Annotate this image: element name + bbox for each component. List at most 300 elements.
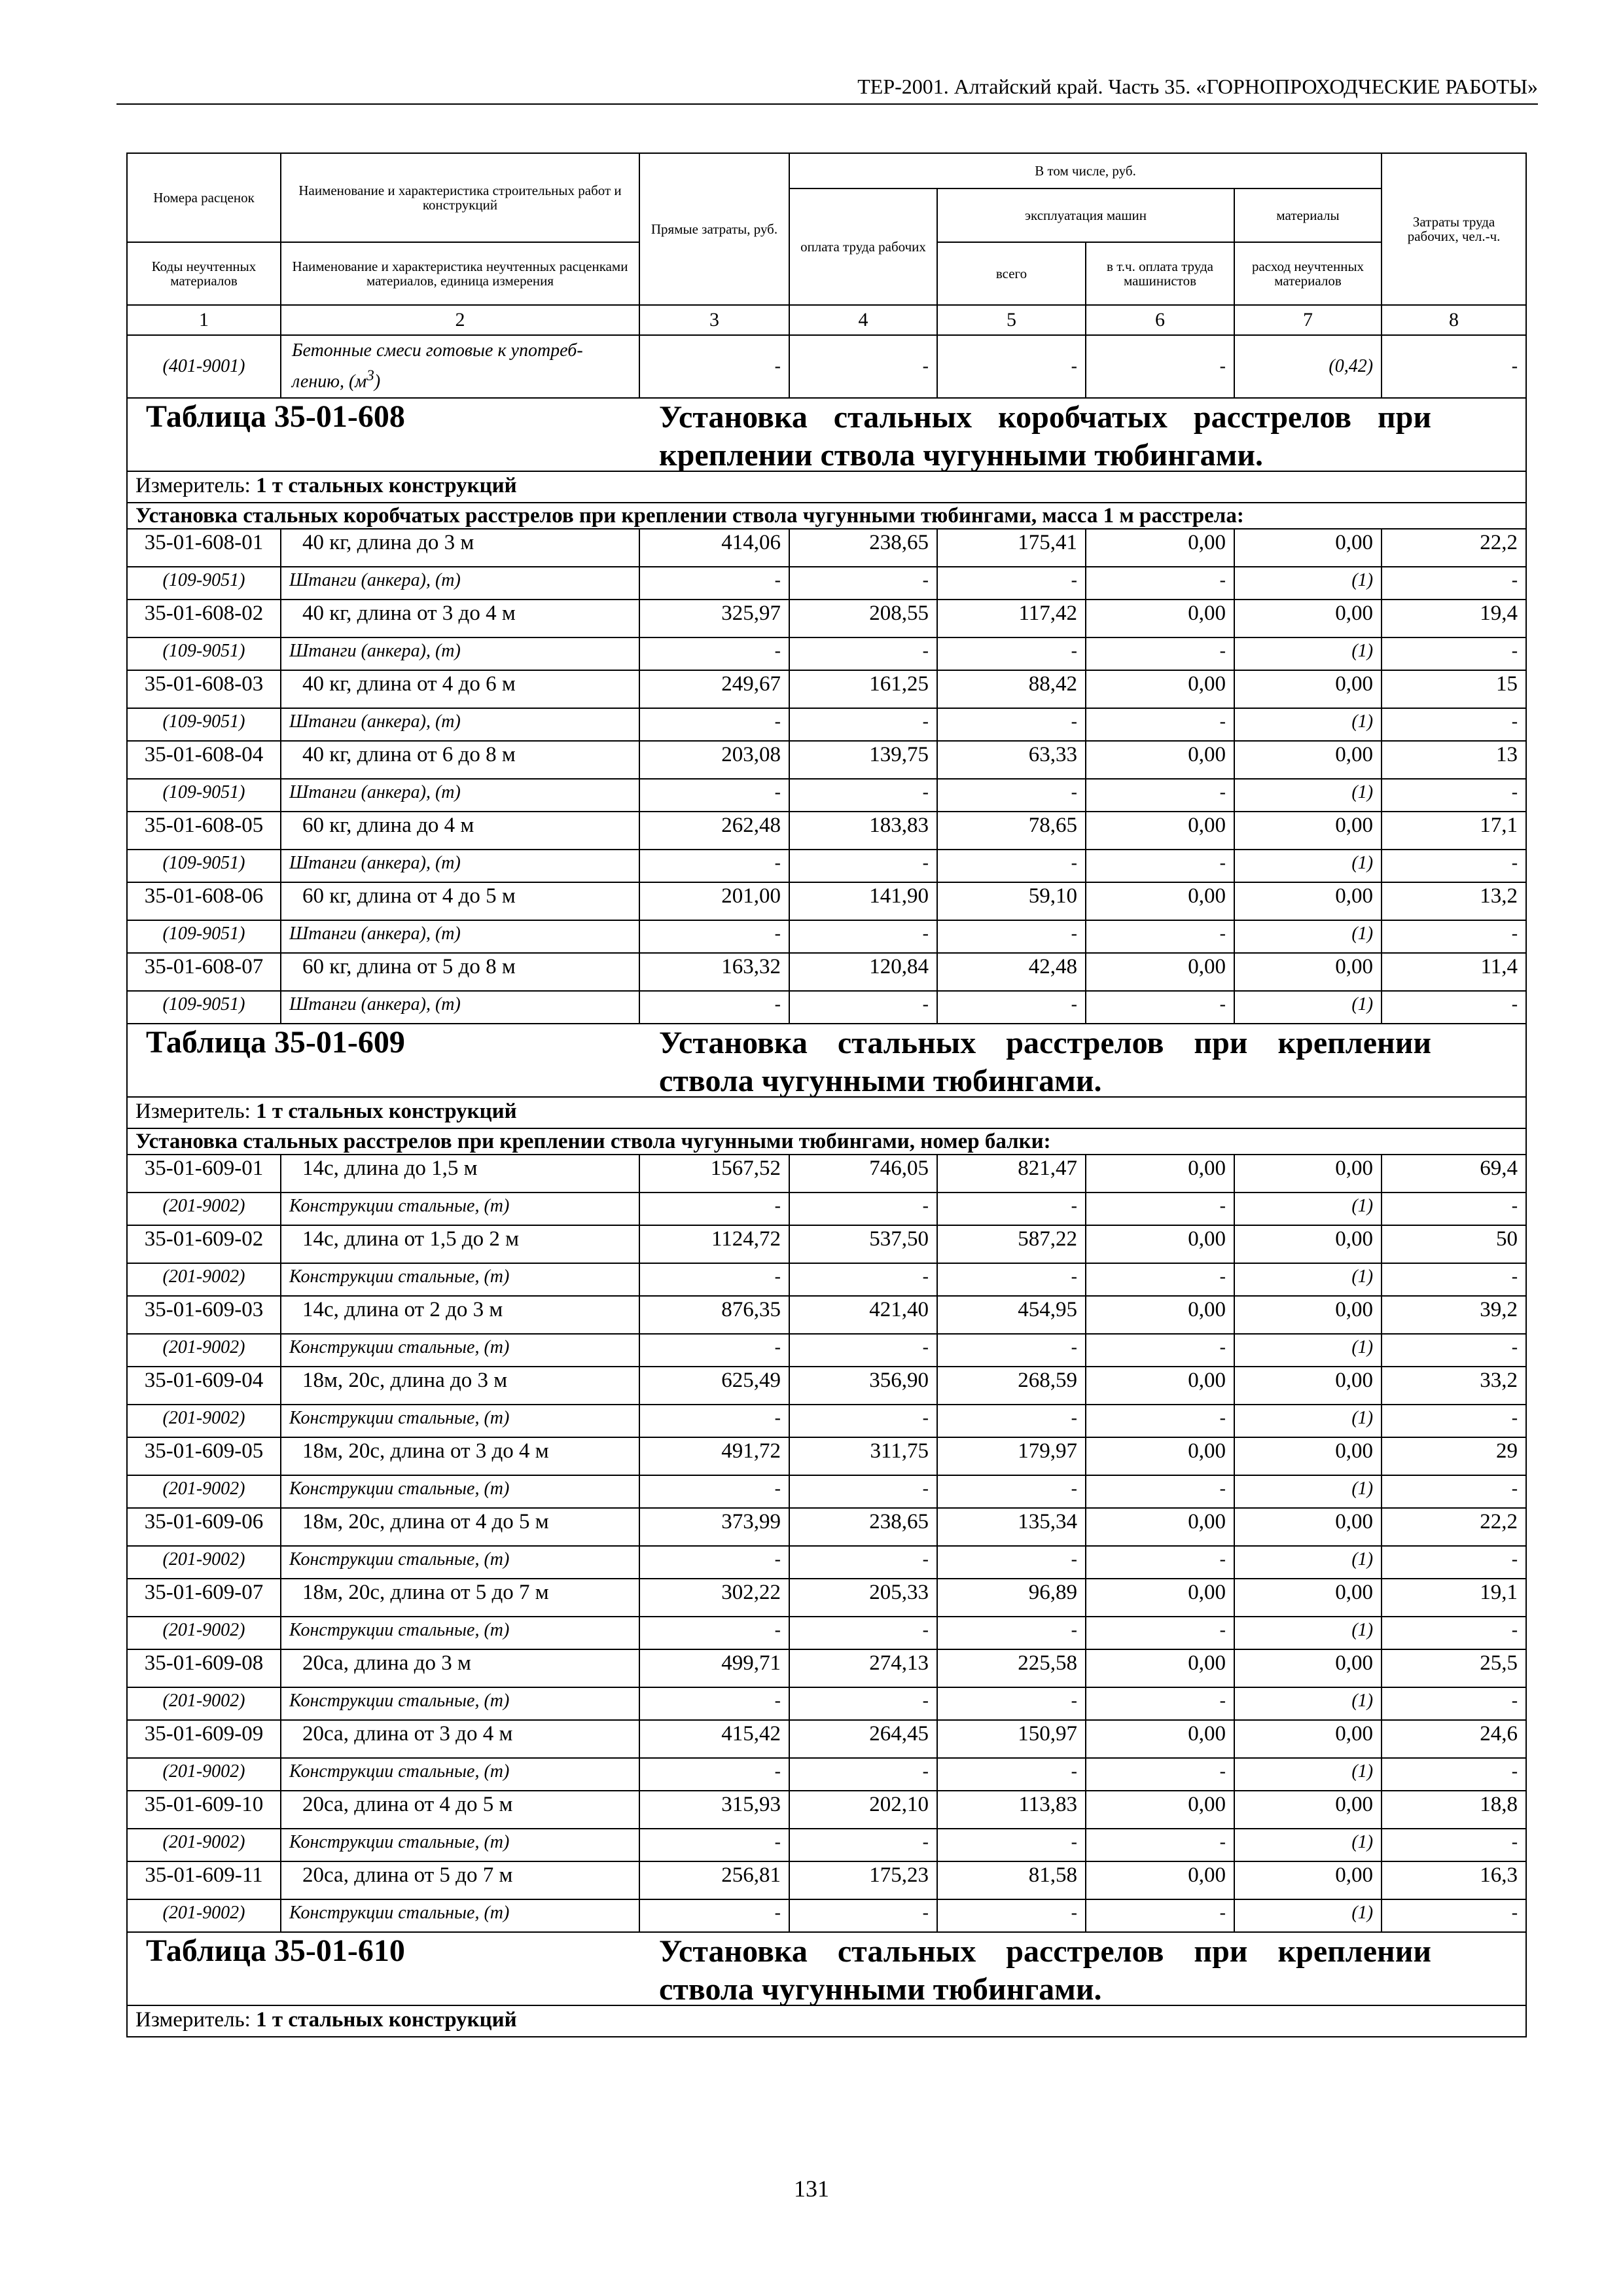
value-cell: - — [937, 1193, 1086, 1225]
material-row — [127, 779, 1526, 812]
value-cell: 33,2 — [1382, 1367, 1526, 1405]
value-cell: 22,2 — [1382, 1508, 1526, 1546]
page-number: 131 — [794, 2176, 829, 2202]
material-code: (201-9002) — [127, 1546, 281, 1579]
value-cell: - — [789, 1405, 937, 1437]
value-cell: 201,00 — [639, 882, 789, 920]
value-cell: 24,6 — [1382, 1720, 1526, 1758]
material-code: (201-9002) — [127, 1758, 281, 1791]
value-cell: 0,00 — [1234, 1225, 1382, 1263]
value-cell: 0,00 — [1234, 741, 1382, 779]
value-cell: 0,00 — [1086, 1296, 1234, 1334]
value-cell: 0,00 — [1086, 600, 1234, 637]
value-cell: - — [937, 1334, 1086, 1367]
rate-code: 35-01-609-09 — [127, 1720, 281, 1758]
value-cell: - — [789, 1899, 937, 1932]
rate-row — [127, 1437, 1526, 1475]
value-cell: - — [1382, 991, 1526, 1024]
material-row — [127, 708, 1526, 741]
rate-description: 40 кг, длина до 3 м — [281, 529, 639, 567]
value-cell: - — [937, 1263, 1086, 1296]
value-cell: - — [639, 1758, 789, 1791]
value-cell: - — [639, 1546, 789, 1579]
material-code: (109-9051) — [127, 850, 281, 882]
rate-description: 20са, длина до 3 м — [281, 1649, 639, 1687]
value-cell: - — [1382, 1405, 1526, 1437]
value-cell: - — [789, 1758, 937, 1791]
value-cell: 50 — [1382, 1225, 1526, 1263]
material-row — [127, 991, 1526, 1024]
value-cell: 0,00 — [1086, 670, 1234, 708]
value-cell: - — [639, 1193, 789, 1225]
column-number: 3 — [639, 305, 789, 335]
measure-value: 1 т стальных конструкций — [256, 2008, 517, 2032]
rate-code: 35-01-608-01 — [127, 529, 281, 567]
value-cell: - — [639, 920, 789, 953]
material-code: (109-9051) — [127, 567, 281, 600]
col-head-rate-numbers: Номера расценок — [127, 153, 281, 242]
value-cell: - — [1086, 1193, 1234, 1225]
value-cell: 1124,72 — [639, 1225, 789, 1263]
material-name: Конструкции стальные, (т) — [281, 1263, 639, 1296]
value-cell: 117,42 — [937, 600, 1086, 637]
value-cell: - — [1382, 708, 1526, 741]
measure-label: Измеритель: — [135, 2008, 251, 2032]
value-cell: 454,95 — [937, 1296, 1086, 1334]
value-cell: 238,65 — [789, 529, 937, 567]
value-cell: (1) — [1234, 920, 1382, 953]
material-name: Конструкции стальные, (т) — [281, 1758, 639, 1791]
value-cell: (1) — [1234, 1263, 1382, 1296]
value-cell: 325,97 — [639, 600, 789, 637]
value-cell: 19,4 — [1382, 600, 1526, 637]
material-row — [127, 1899, 1526, 1932]
value-cell: 16,3 — [1382, 1861, 1526, 1899]
value-cell: 0,00 — [1234, 1861, 1382, 1899]
value-cell: - — [789, 1263, 937, 1296]
value-cell: 499,71 — [639, 1649, 789, 1687]
rate-code: 35-01-608-05 — [127, 812, 281, 850]
value-cell: 19,1 — [1382, 1579, 1526, 1617]
rate-description: 14с, длина до 1,5 м — [281, 1155, 639, 1193]
value-cell: - — [1382, 1263, 1526, 1296]
material-row — [127, 1475, 1526, 1508]
value-cell: - — [1086, 1263, 1234, 1296]
value-cell: 59,10 — [937, 882, 1086, 920]
material-row — [127, 1263, 1526, 1296]
material-name: Конструкции стальные, (т) — [281, 1475, 639, 1508]
value-cell: - — [937, 708, 1086, 741]
value-cell: - — [937, 1617, 1086, 1649]
value-cell: 0,00 — [1086, 1508, 1234, 1546]
value-cell: - — [789, 1617, 937, 1649]
rate-code: 35-01-609-04 — [127, 1367, 281, 1405]
rate-row — [127, 1225, 1526, 1263]
rate-row — [127, 812, 1526, 850]
material-row — [127, 920, 1526, 953]
value-cell: 0,00 — [1086, 882, 1234, 920]
col-head-material-names: Наименование и характеристика неучтенных расценками материалов, единица измерения — [281, 242, 639, 305]
value-cell: 0,00 — [1234, 1296, 1382, 1334]
value-cell: - — [937, 1899, 1086, 1932]
material-row — [127, 1193, 1526, 1225]
value-cell: (1) — [1234, 1475, 1382, 1508]
measure-row — [127, 471, 1526, 503]
material-row — [127, 1687, 1526, 1720]
value-cell: 0,00 — [1086, 1791, 1234, 1829]
value-cell: - — [639, 1617, 789, 1649]
rate-code: 35-01-609-05 — [127, 1437, 281, 1475]
rate-description: 20са, длина от 3 до 4 м — [281, 1720, 639, 1758]
rate-code: 35-01-608-04 — [127, 741, 281, 779]
value-cell: 0,00 — [1086, 741, 1234, 779]
col-head-operator-wages: в т.ч. оплата труда машинистов — [1086, 242, 1234, 305]
value-cell: 22,2 — [1382, 529, 1526, 567]
rate-row — [127, 1296, 1526, 1334]
material-name: Штанги (анкера), (т) — [281, 637, 639, 670]
section-title-row — [127, 1932, 1526, 2005]
value-cell: 625,49 — [639, 1367, 789, 1405]
value-cell: 208,55 — [789, 600, 937, 637]
col-head-wages: оплата труда рабочих — [789, 188, 937, 305]
value-cell: - — [789, 1334, 937, 1367]
value-cell: - — [789, 1475, 937, 1508]
value-cell: (1) — [1234, 1829, 1382, 1861]
value-cell: 113,83 — [937, 1791, 1086, 1829]
column-number: 4 — [789, 305, 937, 335]
value-cell: 876,35 — [639, 1296, 789, 1334]
column-number: 6 — [1086, 305, 1234, 335]
material-name: Штанги (анкера), (т) — [281, 708, 639, 741]
section-title-row — [127, 1024, 1526, 1097]
value-cell: 0,00 — [1086, 1720, 1234, 1758]
value-cell: - — [1086, 335, 1234, 398]
value-cell: - — [639, 779, 789, 812]
column-number: 1 — [127, 305, 281, 335]
rate-row — [127, 953, 1526, 991]
material-name: Штанги (анкера), (т) — [281, 920, 639, 953]
material-name: Конструкции стальные, (т) — [281, 1687, 639, 1720]
value-cell: - — [1382, 1617, 1526, 1649]
value-cell: 302,22 — [639, 1579, 789, 1617]
value-cell: - — [937, 637, 1086, 670]
value-cell: 15 — [1382, 670, 1526, 708]
value-cell: 746,05 — [789, 1155, 937, 1193]
value-cell: - — [1086, 991, 1234, 1024]
value-cell: - — [1382, 1899, 1526, 1932]
material-row — [127, 1405, 1526, 1437]
value-cell: (1) — [1234, 1334, 1382, 1367]
rate-row — [127, 1720, 1526, 1758]
value-cell: (1) — [1234, 991, 1382, 1024]
rate-row — [127, 670, 1526, 708]
value-cell: 141,90 — [789, 882, 937, 920]
value-cell: - — [937, 991, 1086, 1024]
value-cell: 205,33 — [789, 1579, 937, 1617]
value-cell: 0,00 — [1234, 1437, 1382, 1475]
rate-code: 35-01-608-02 — [127, 600, 281, 637]
value-cell: (1) — [1234, 637, 1382, 670]
material-code: (109-9051) — [127, 708, 281, 741]
value-cell: 249,67 — [639, 670, 789, 708]
value-cell: - — [1086, 1546, 1234, 1579]
material-name: Конструкции стальные, (т) — [281, 1899, 639, 1932]
value-cell: 0,00 — [1234, 1579, 1382, 1617]
col-head-work-name: Наименование и характеристика строительных работ и конструкций — [281, 153, 639, 242]
value-cell: (1) — [1234, 779, 1382, 812]
value-cell: - — [937, 1405, 1086, 1437]
value-cell: 163,32 — [639, 953, 789, 991]
column-number: 5 — [937, 305, 1086, 335]
value-cell: 415,42 — [639, 1720, 789, 1758]
value-cell: 268,59 — [937, 1367, 1086, 1405]
value-cell: - — [1086, 1334, 1234, 1367]
value-cell: - — [1086, 1475, 1234, 1508]
value-cell: 587,22 — [937, 1225, 1086, 1263]
value-cell: - — [789, 1546, 937, 1579]
rate-row — [127, 1155, 1526, 1193]
value-cell: - — [639, 1475, 789, 1508]
value-cell: - — [639, 850, 789, 882]
rate-code: 35-01-609-08 — [127, 1649, 281, 1687]
value-cell: 0,00 — [1234, 1367, 1382, 1405]
rate-row — [127, 741, 1526, 779]
col-head-machines: эксплуатация машин — [937, 188, 1234, 242]
value-cell: 13 — [1382, 741, 1526, 779]
rate-row — [127, 1861, 1526, 1899]
material-row — [127, 567, 1526, 600]
value-cell: - — [639, 335, 789, 398]
value-cell: 96,89 — [937, 1579, 1086, 1617]
value-cell: - — [937, 1475, 1086, 1508]
measure-row — [127, 1097, 1526, 1128]
value-cell: 0,00 — [1234, 600, 1382, 637]
value-cell: 203,08 — [639, 741, 789, 779]
value-cell: 88,42 — [937, 670, 1086, 708]
value-cell: 1567,52 — [639, 1155, 789, 1193]
value-cell: - — [639, 1405, 789, 1437]
col-head-labor-hours: Затраты труда рабочих, чел.-ч. — [1382, 153, 1526, 305]
value-cell: - — [1382, 920, 1526, 953]
value-cell: - — [1086, 637, 1234, 670]
value-cell: - — [1382, 637, 1526, 670]
value-cell: 11,4 — [1382, 953, 1526, 991]
value-cell: 0,00 — [1086, 1225, 1234, 1263]
material-code: (201-9002) — [127, 1687, 281, 1720]
rate-description: 20са, длина от 4 до 5 м — [281, 1791, 639, 1829]
value-cell: 238,65 — [789, 1508, 937, 1546]
material-row — [127, 1334, 1526, 1367]
value-cell: 0,00 — [1234, 1155, 1382, 1193]
value-cell: 150,97 — [937, 1720, 1086, 1758]
rate-code: 35-01-609-03 — [127, 1296, 281, 1334]
value-cell: 414,06 — [639, 529, 789, 567]
rate-description: 60 кг, длина до 4 м — [281, 812, 639, 850]
value-cell: - — [639, 1334, 789, 1367]
material-name: Штанги (анкера), (т) — [281, 779, 639, 812]
value-cell: 0,00 — [1234, 1791, 1382, 1829]
value-cell: 135,34 — [937, 1508, 1086, 1546]
material-name: Штанги (анкера), (т) — [281, 567, 639, 600]
value-cell: 373,99 — [639, 1508, 789, 1546]
material-name: Конструкции стальные, (т) — [281, 1546, 639, 1579]
value-cell: 0,00 — [1086, 1579, 1234, 1617]
rate-code: 35-01-608-03 — [127, 670, 281, 708]
rate-description: 60 кг, длина от 4 до 5 м — [281, 882, 639, 920]
rates-table — [126, 152, 1527, 2037]
material-row — [127, 1546, 1526, 1579]
value-cell: - — [1382, 1758, 1526, 1791]
lead-material-row — [127, 335, 1526, 398]
value-cell: 264,45 — [789, 1720, 937, 1758]
material-name: Штанги (анкера), (т) — [281, 991, 639, 1024]
value-cell: - — [1382, 567, 1526, 600]
column-numbers-row — [127, 305, 1526, 335]
value-cell: - — [1382, 1475, 1526, 1508]
value-cell: 0,00 — [1234, 1720, 1382, 1758]
value-cell: 537,50 — [789, 1225, 937, 1263]
rate-code: 35-01-609-10 — [127, 1791, 281, 1829]
value-cell: 183,83 — [789, 812, 937, 850]
value-cell: 256,81 — [639, 1861, 789, 1899]
material-row — [127, 1617, 1526, 1649]
section-title-row — [127, 398, 1526, 471]
value-cell: - — [937, 1829, 1086, 1861]
rate-description: 40 кг, длина от 6 до 8 м — [281, 741, 639, 779]
value-cell: (1) — [1234, 1687, 1382, 1720]
measure-value: 1 т стальных конструкций — [256, 1100, 517, 1123]
value-cell: - — [937, 335, 1086, 398]
value-cell: - — [639, 991, 789, 1024]
col-head-material-codes: Коды неучтенных материалов — [127, 242, 281, 305]
value-cell: 356,90 — [789, 1367, 937, 1405]
value-cell: - — [789, 335, 937, 398]
rate-code: 35-01-609-06 — [127, 1508, 281, 1546]
value-cell: - — [639, 1263, 789, 1296]
value-cell: - — [1382, 779, 1526, 812]
material-row — [127, 1829, 1526, 1861]
value-cell: 421,40 — [789, 1296, 937, 1334]
value-cell: - — [1086, 1829, 1234, 1861]
value-cell: 161,25 — [789, 670, 937, 708]
value-cell: - — [789, 1687, 937, 1720]
rate-description: 14с, длина от 1,5 до 2 м — [281, 1225, 639, 1263]
value-cell: - — [789, 991, 937, 1024]
subheading-text: Установка стальных коробчатых расстрелов при креплении ствола чугунными тюбингами, масса 1 м расстрела: — [127, 503, 1526, 529]
material-code: (109-9051) — [127, 779, 281, 812]
value-cell: - — [639, 567, 789, 600]
rate-description: 20са, длина от 5 до 7 м — [281, 1861, 639, 1899]
value-cell: - — [1382, 1829, 1526, 1861]
value-cell: 0,00 — [1234, 1508, 1382, 1546]
value-cell: - — [937, 850, 1086, 882]
value-cell: 202,10 — [789, 1791, 937, 1829]
material-name: Конструкции стальные, (т) — [281, 1193, 639, 1225]
rate-description: 18м, 20с, длина от 4 до 5 м — [281, 1508, 639, 1546]
material-row — [127, 637, 1526, 670]
value-cell: - — [1086, 1405, 1234, 1437]
material-code: (401-9001) — [127, 335, 281, 398]
value-cell: - — [1086, 1899, 1234, 1932]
material-code: (201-9002) — [127, 1829, 281, 1861]
table-label: Таблица 35-01-609 — [146, 1025, 405, 1060]
value-cell: 63,33 — [937, 741, 1086, 779]
value-cell: 0,00 — [1086, 1649, 1234, 1687]
column-number: 2 — [281, 305, 639, 335]
rate-description: 18м, 20с, длина от 3 до 4 м — [281, 1437, 639, 1475]
value-cell: - — [1382, 1334, 1526, 1367]
value-cell: 13,2 — [1382, 882, 1526, 920]
value-cell: - — [789, 850, 937, 882]
material-row — [127, 1758, 1526, 1791]
running-header: ТЕР-2001. Алтайский край. Часть 35. «ГОРНОПРОХОДЧЕСКИЕ РАБОТЫ» — [857, 75, 1538, 98]
subheading-row — [127, 503, 1526, 529]
subheading-row — [127, 1128, 1526, 1155]
material-code: (109-9051) — [127, 920, 281, 953]
header-rule — [116, 103, 1538, 105]
material-code: (201-9002) — [127, 1899, 281, 1932]
col-head-machines-total: всего — [937, 242, 1086, 305]
value-cell: - — [1086, 779, 1234, 812]
value-cell: - — [1382, 850, 1526, 882]
value-cell: 69,4 — [1382, 1155, 1526, 1193]
value-cell: 262,48 — [639, 812, 789, 850]
table-head — [127, 153, 1526, 335]
rate-description: 40 кг, длина от 3 до 4 м — [281, 600, 639, 637]
value-cell: - — [937, 1546, 1086, 1579]
material-name: Конструкции стальные, (т) — [281, 1829, 639, 1861]
subheading-text: Установка стальных расстрелов при креплении ствола чугунными тюбингами, номер балки: — [127, 1128, 1526, 1155]
material-code: (109-9051) — [127, 991, 281, 1024]
value-cell: - — [1382, 1687, 1526, 1720]
rate-row — [127, 529, 1526, 567]
value-cell: - — [1086, 920, 1234, 953]
value-cell: 42,48 — [937, 953, 1086, 991]
value-cell: 821,47 — [937, 1155, 1086, 1193]
value-cell: 29 — [1382, 1437, 1526, 1475]
value-cell: 175,41 — [937, 529, 1086, 567]
value-cell: - — [639, 708, 789, 741]
value-cell: - — [789, 779, 937, 812]
rate-row — [127, 1579, 1526, 1617]
rate-row — [127, 1649, 1526, 1687]
col-head-material-consumption: расход неучтенных материалов — [1234, 242, 1382, 305]
value-cell: - — [1086, 1687, 1234, 1720]
measure-label: Измеритель: — [135, 1100, 251, 1123]
value-cell: - — [789, 567, 937, 600]
value-cell: - — [937, 920, 1086, 953]
rate-row — [127, 1367, 1526, 1405]
value-cell: (1) — [1234, 1617, 1382, 1649]
material-code: (201-9002) — [127, 1334, 281, 1367]
value-cell: - — [1086, 567, 1234, 600]
value-cell: - — [1086, 850, 1234, 882]
value-cell: 139,75 — [789, 741, 937, 779]
value-cell: 274,13 — [789, 1649, 937, 1687]
value-cell: 0,00 — [1234, 1649, 1382, 1687]
value-cell: 491,72 — [639, 1437, 789, 1475]
value-cell: - — [1382, 1546, 1526, 1579]
column-number: 8 — [1382, 305, 1526, 335]
value-cell: (1) — [1234, 708, 1382, 741]
value-cell: - — [639, 1687, 789, 1720]
value-cell: 120,84 — [789, 953, 937, 991]
rate-code: 35-01-609-11 — [127, 1861, 281, 1899]
rate-row — [127, 600, 1526, 637]
value-cell: (1) — [1234, 1546, 1382, 1579]
value-cell: 0,00 — [1086, 812, 1234, 850]
value-cell: - — [1086, 708, 1234, 741]
